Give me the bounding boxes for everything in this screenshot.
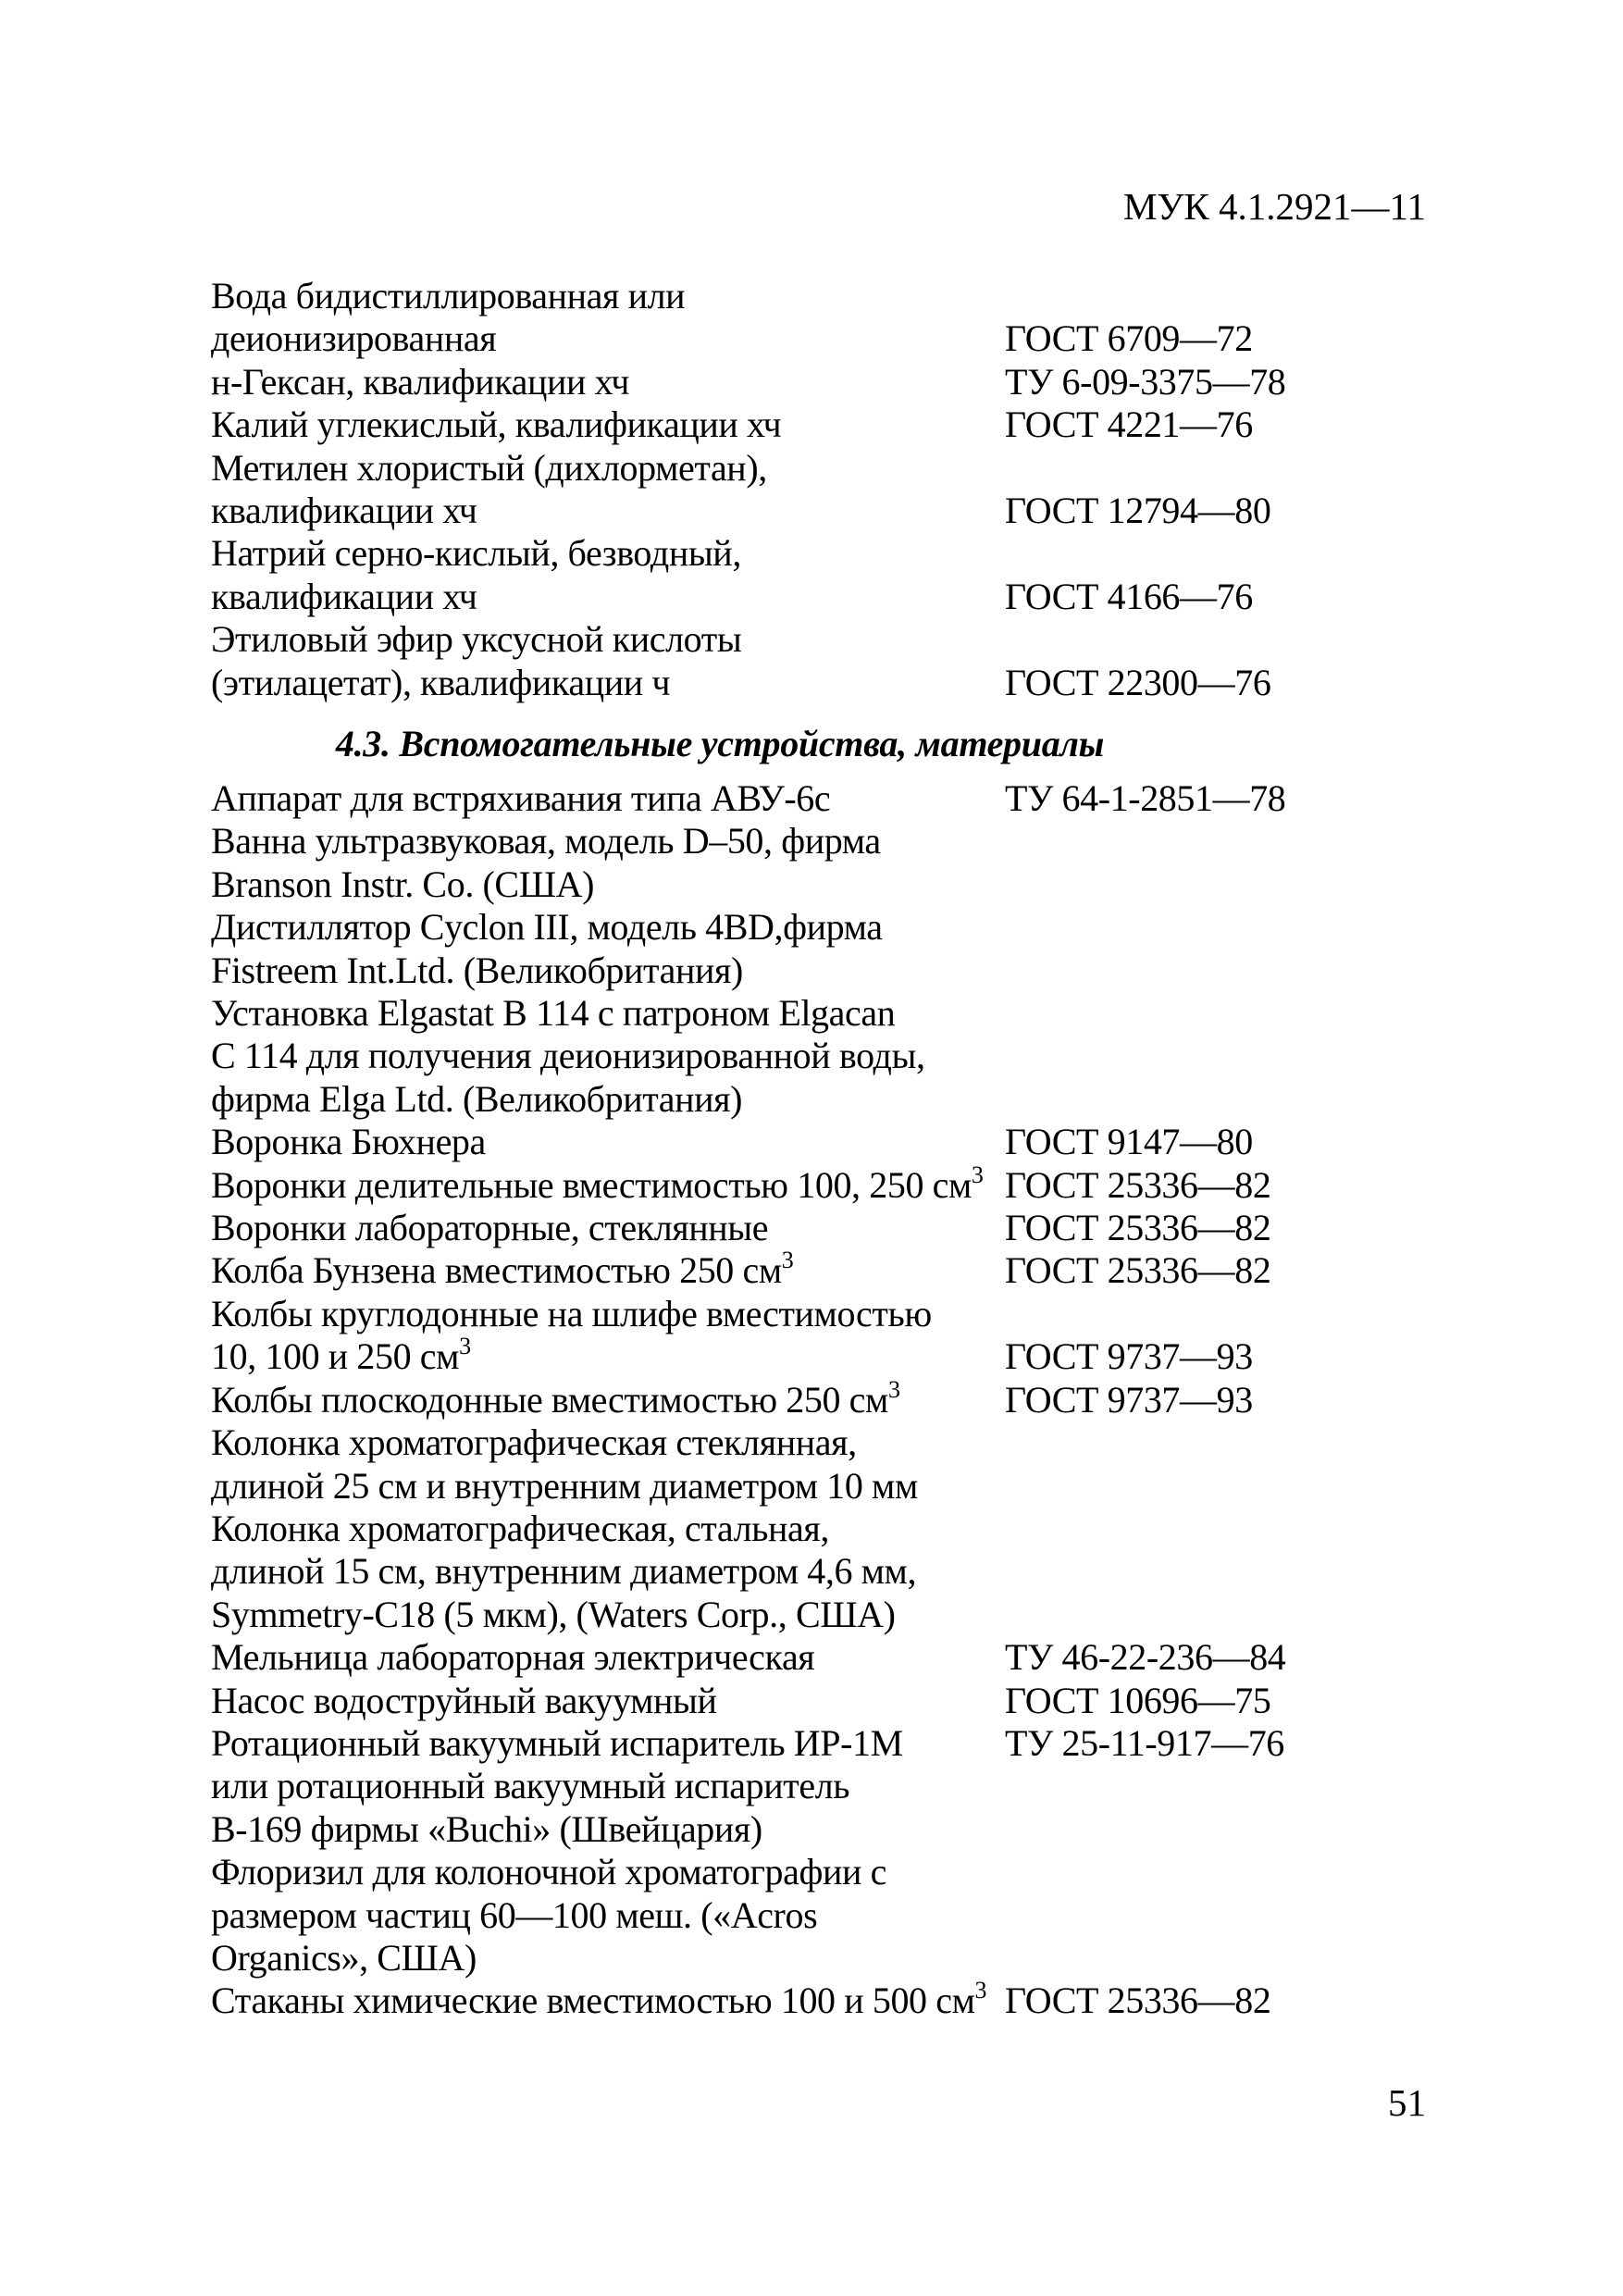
list-row <box>211 863 1414 906</box>
list-row <box>211 1160 1414 1207</box>
item-name <box>211 1765 1005 1807</box>
item-name-text: (этилацетат), квалификации ч <box>211 661 671 703</box>
item-name-text: размером частиц 60—100 меш. («Acros <box>211 1893 818 1936</box>
reagents-list <box>211 275 1414 704</box>
unit-superscript: 3 <box>459 1333 471 1360</box>
list-row <box>211 1035 1414 1077</box>
item-name-text: Колбы плоскодонные вместимостью 250 см <box>211 1378 888 1421</box>
item-name-text: фирма Elga Ltd. (Великобритания) <box>211 1077 743 1120</box>
list-row <box>211 1937 1414 1980</box>
item-name <box>211 1249 1005 1292</box>
item-name <box>211 1375 1005 1421</box>
item-name-text: Symmetry-C18 (5 мкм), (Waters Corp., США) <box>211 1593 896 1635</box>
item-name <box>211 1977 1005 2022</box>
item-standard: ГОСТ 4166—76 <box>1005 575 1253 617</box>
list-row <box>211 1121 1414 1163</box>
item-name <box>211 1636 1005 1679</box>
item-standard <box>1005 447 1414 490</box>
item-name <box>211 490 1005 532</box>
item-standard: ГОСТ 25336—82 <box>1005 1163 1271 1206</box>
item-name-text: Колба Бунзена вместимостью 250 см <box>211 1249 782 1292</box>
list-row <box>211 992 1414 1035</box>
list-row <box>211 777 1414 820</box>
item-standard <box>1005 1594 1414 1636</box>
item-name <box>211 906 1005 949</box>
item-name-text: Флоризил для колоночной хроматографии с <box>211 1851 886 1893</box>
list-row <box>211 275 1414 317</box>
list-row <box>211 532 1414 575</box>
item-standard <box>1005 1808 1414 1851</box>
item-name <box>211 532 1005 575</box>
item-name <box>211 1121 1005 1163</box>
item-name-text: Дистиллятор Cyclon III, модель 4BD,фирма <box>211 906 883 949</box>
item-name-text: Fistreem Int.Ltd. (Великобритания) <box>211 949 743 991</box>
item-name <box>211 992 1005 1035</box>
list-row <box>211 1465 1414 1508</box>
item-name <box>211 949 1005 992</box>
item-name <box>211 1160 1005 1207</box>
item-standard <box>1005 906 1414 949</box>
item-name-text: Этиловый эфир уксусной кислоты <box>211 618 742 661</box>
item-standard <box>1005 820 1414 863</box>
item-standard <box>1005 1550 1414 1593</box>
item-name-text: Метилен хлористый (дихлорметан), <box>211 446 767 489</box>
list-row <box>211 1977 1414 2022</box>
list-row <box>211 403 1414 446</box>
item-name-text: C 114 для получения деионизированной воды, <box>211 1035 925 1077</box>
item-name <box>211 317 1005 360</box>
item-standard: ТУ 64-1-2851—78 <box>1005 777 1286 819</box>
page-number: 51 <box>1388 2081 1426 2124</box>
item-name <box>211 662 1005 704</box>
list-row <box>211 361 1414 403</box>
list-row <box>211 576 1414 618</box>
item-standard: ТУ 6-09-3375—78 <box>1005 360 1286 403</box>
list-row <box>211 1550 1414 1593</box>
item-name <box>211 576 1005 618</box>
item-standard <box>1005 1937 1414 1980</box>
item-standard <box>1005 618 1414 661</box>
list-row <box>211 1335 1414 1378</box>
item-name-text: Воронки лабораторные, стеклянные <box>211 1207 769 1249</box>
item-name-text: н-Гексан, квалификации хч <box>211 360 629 403</box>
item-name <box>211 1937 1005 1980</box>
item-name <box>211 1078 1005 1121</box>
item-standard: ГОСТ 25336—82 <box>1005 1249 1271 1292</box>
item-name <box>211 1421 1005 1464</box>
item-name <box>211 1207 1005 1249</box>
unit-superscript: 3 <box>887 1375 900 1403</box>
list-row <box>211 1508 1414 1550</box>
list-row <box>211 1894 1414 1937</box>
item-name-text: B-169 фирмы «Buchi» (Швейцария) <box>211 1807 762 1850</box>
item-name-text: Насос водоструйный вакуумный <box>211 1679 717 1721</box>
list-row <box>211 1851 1414 1893</box>
item-standard <box>1005 1508 1414 1550</box>
item-name-text: Колонка хроматографическая стеклянная, <box>211 1421 857 1464</box>
item-name-text: или ротационный вакуумный испаритель <box>211 1765 850 1807</box>
item-name <box>211 1808 1005 1851</box>
list-row <box>211 447 1414 490</box>
item-standard <box>1005 1421 1414 1464</box>
item-name-text: Воронки делительные вместимостью 100, 250 см <box>211 1163 972 1206</box>
list-row <box>211 490 1414 532</box>
item-name <box>211 863 1005 906</box>
item-name <box>211 820 1005 863</box>
item-name <box>211 777 1005 820</box>
item-name-text: деионизированная <box>211 317 497 360</box>
item-name <box>211 1680 1005 1722</box>
item-name-text: Ротационный вакуумный испаритель ИР-1М <box>211 1721 903 1764</box>
unit-superscript: 3 <box>781 1247 794 1274</box>
item-name-text: Калий углекислый, квалификации хч <box>211 403 782 446</box>
document-code-header: МУК 4.1.2921—11 <box>1122 185 1426 228</box>
section-heading: 4.3. Вспомогательные устройства, материалы <box>335 723 1105 764</box>
item-name-text: Воронка Бюхнера <box>211 1121 486 1163</box>
list-row <box>211 820 1414 863</box>
item-standard <box>1005 1765 1414 1807</box>
list-row <box>211 1722 1414 1765</box>
item-name <box>211 447 1005 490</box>
list-row <box>211 1078 1414 1121</box>
item-name <box>211 1508 1005 1550</box>
item-name <box>211 1035 1005 1077</box>
item-standard <box>1005 949 1414 992</box>
item-name-text: Колонка хроматографическая, стальная, <box>211 1507 829 1549</box>
list-row <box>211 662 1414 704</box>
list-row <box>211 1636 1414 1679</box>
list-row <box>211 1293 1414 1335</box>
item-standard <box>1005 992 1414 1035</box>
item-standard <box>1005 1078 1414 1121</box>
list-row <box>211 1765 1414 1807</box>
item-name <box>211 1335 1005 1378</box>
item-standard <box>1005 275 1414 317</box>
list-row <box>211 1207 1414 1249</box>
item-standard <box>1005 863 1414 906</box>
item-name-text: длиной 25 см и внутренним диаметром 10 мм <box>211 1464 918 1507</box>
item-standard: ГОСТ 10696—75 <box>1005 1679 1271 1721</box>
equipment-list <box>211 777 1414 2023</box>
list-row <box>211 618 1414 661</box>
item-standard: ГОСТ 9147—80 <box>1005 1121 1253 1163</box>
item-name <box>211 1293 1005 1335</box>
item-name <box>211 1894 1005 1937</box>
item-standard: ГОСТ 6709—72 <box>1005 317 1253 360</box>
item-standard: ТУ 46-22-236—84 <box>1005 1636 1286 1679</box>
item-name-text: Organics», США) <box>211 1936 477 1979</box>
item-standard <box>1005 1894 1414 1937</box>
item-name <box>211 403 1005 446</box>
list-row <box>211 317 1414 360</box>
unit-superscript: 3 <box>974 1977 987 2004</box>
item-name <box>211 1550 1005 1593</box>
list-row <box>211 1680 1414 1722</box>
item-standard: ГОСТ 25336—82 <box>1005 1207 1271 1249</box>
item-name-text: 10, 100 и 250 см <box>211 1335 460 1378</box>
item-name <box>211 1722 1005 1765</box>
item-name-text: Установка Elgastat B 114 с патроном Elgacan <box>211 992 896 1035</box>
item-standard <box>1005 532 1414 575</box>
item-name <box>211 1465 1005 1508</box>
item-name-text: Вода бидистиллированная или <box>211 275 686 316</box>
item-standard: ТУ 25-11-917—76 <box>1005 1721 1284 1764</box>
item-standard: ГОСТ 12794—80 <box>1005 490 1271 532</box>
item-name-text: Колбы круглодонные на шлифе вместимостью <box>211 1292 932 1334</box>
list-row <box>211 1421 1414 1464</box>
item-name-text: Стаканы химические вместимостью 100 и 500 см <box>211 1980 975 2022</box>
item-name-text: Мельница лабораторная электрическая <box>211 1636 815 1679</box>
item-name-text: Branson Instr. Co. (США) <box>211 863 595 905</box>
item-standard <box>1005 1465 1414 1508</box>
item-standard: ГОСТ 25336—82 <box>1005 1980 1271 2022</box>
item-name-text: Натрий серно-кислый, безводный, <box>211 532 741 575</box>
item-name <box>211 361 1005 403</box>
list-row <box>211 1808 1414 1851</box>
item-name-text: квалификации хч <box>211 490 477 532</box>
item-standard: ГОСТ 22300—76 <box>1005 661 1271 703</box>
item-standard: ГОСТ 9737—93 <box>1005 1335 1253 1378</box>
unit-superscript: 3 <box>971 1160 984 1188</box>
list-row <box>211 1249 1414 1292</box>
item-name-text: Ванна ультразвуковая, модель D–50, фирма <box>211 820 881 863</box>
item-name-text: Аппарат для встряхивания типа АВУ-6с <box>211 777 831 819</box>
item-name <box>211 618 1005 661</box>
item-standard: ГОСТ 4221—76 <box>1005 403 1253 446</box>
item-name <box>211 1594 1005 1636</box>
item-standard: ГОСТ 9737—93 <box>1005 1378 1253 1421</box>
item-name <box>211 1851 1005 1893</box>
item-name <box>211 275 1005 317</box>
item-name-text: квалификации хч <box>211 575 477 617</box>
item-standard <box>1005 1035 1414 1077</box>
list-row <box>211 949 1414 992</box>
item-standard <box>1005 1293 1414 1335</box>
list-row <box>211 1594 1414 1636</box>
item-standard <box>1005 1851 1414 1893</box>
list-row <box>211 906 1414 949</box>
list-row <box>211 1375 1414 1421</box>
item-name-text: длиной 15 см, внутренним диаметром 4,6 мм, <box>211 1550 917 1593</box>
